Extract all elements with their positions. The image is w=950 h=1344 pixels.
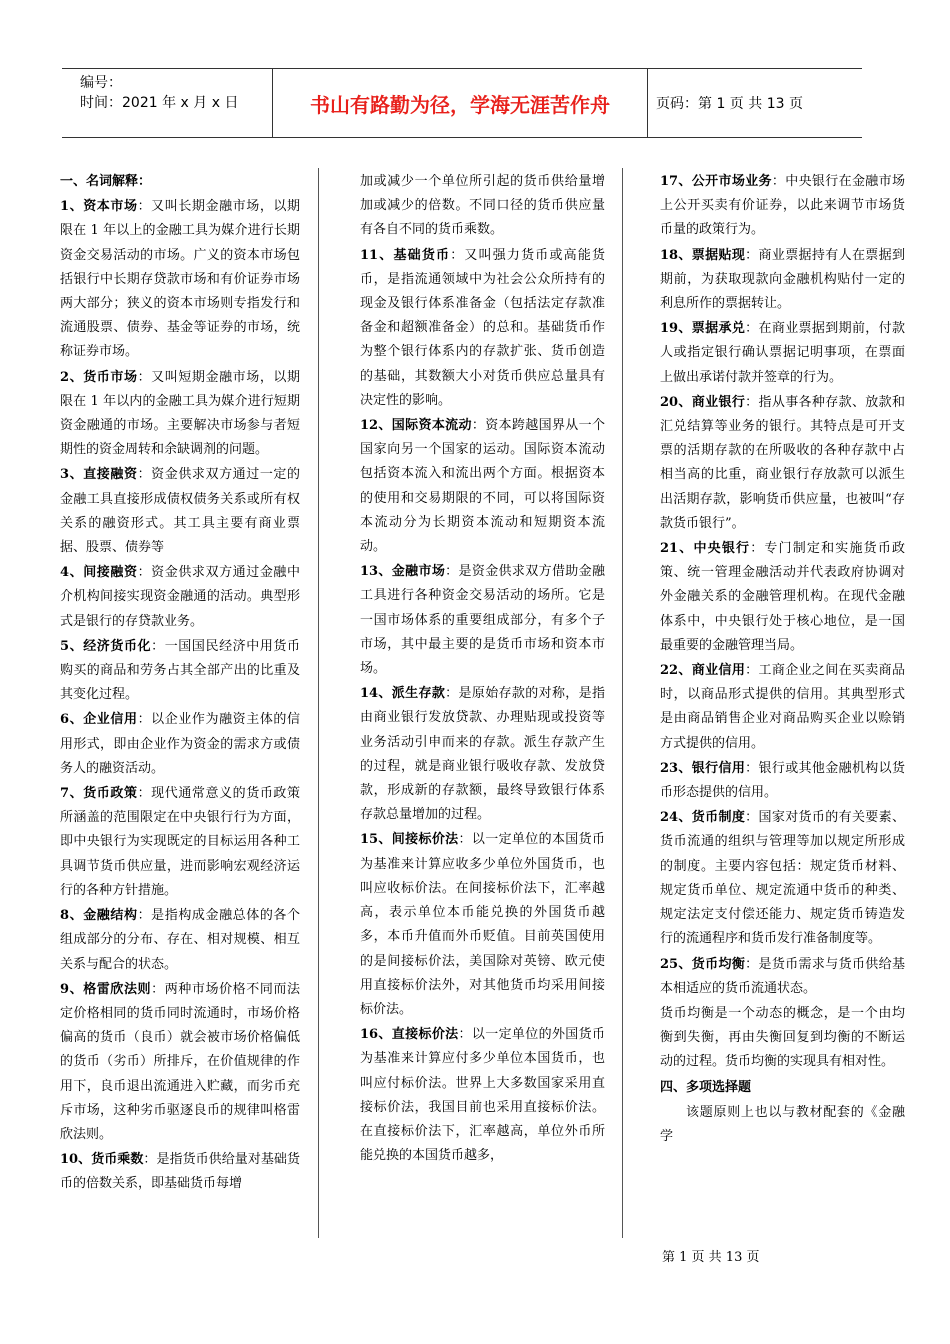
definition-body: ：以一定单位的外国货币为基准来计算应付多少单位本国货币，也叫应付标价法。世界上大多数国家采用直接标价法，我国目前也采用直接标价法。在直接标价法下，汇率越高，单位外币所能兑换的本国货币越多， [360,1027,605,1164]
header-page-number: 页码：第 1 页 共 13 页 [656,96,803,112]
definition-term: 11、基础货币 [360,247,451,263]
definition-body: ：资本跨越国界从一个国家向另一个国家的运动。国际资本流动包括资本流入和流出两个方面。根据资本的使用和交易期限的不同，可以将国际资本流动分为长期资本流动和短期资本流动。 [360,418,605,555]
continuation-text: 加或减少一个单位所引起的货币供给量增加或减少的倍数。不同口径的货币供应量有各自不同的货币乘数。 [360,174,605,238]
definition-list [360,244,605,1169]
definition-body: ：是指货币供给量对基础货币的倍数关系，即基础货币每增 [60,1152,300,1192]
definition-body: ：以企业作为融资主体的信用形式，即由企业作为资金的需求方或债务人的融资活动。 [60,712,300,776]
definition-body: ：是原始存款的对称，是指由商业银行发放贷款、办理贴现或投资等业务活动引申而来的存款。派生存款产生的过程，就是商业银行吸收存款、发放贷款，形成新的存款额，最终导致银行体系存款总量增加的过程。 [360,686,605,823]
header-meta [80,73,272,113]
definition-body: ：是指构成金融总体的各个组成部分的分布、存在、相对规模、相互关系与配合的状态。 [60,908,300,972]
note-text: 货币均衡是一个动态的概念，是一个由均衡到失衡，再由失衡回复到均衡的不断运动的过程。货币均衡的实现具有相对性。 [660,1005,905,1070]
definition-term: 22、商业信用 [660,663,746,679]
definition-term: 18、票据贴现 [660,247,746,263]
definition-term: 6、企业信用 [60,712,138,728]
definition-entry [660,170,905,243]
definition-entry [660,757,905,805]
definition-entry [60,904,300,977]
definition-term: 21、中央银行 [660,541,751,557]
definition-body: ：资金供求双方通过一定的金融工具直接形成债权债务关系或所有权关系的融资形式。其工具主要有商业票据、股票、债券等 [60,467,300,556]
definition-term: 8、金融结构 [60,908,138,924]
definition-entry [60,978,300,1147]
definition-term: 17、公开市场业务 [660,174,772,189]
definition-term: 16、直接标价法 [360,1027,459,1043]
definition-entry [660,391,905,536]
definition-body: ：又叫短期金融市场，以期限在 1 年以内的金融工具为媒介进行短期资金融通的市场。主要解决市场参与者短期性的资金周转和余缺调剂的问题。 [60,369,300,458]
definition-body: ：商业票据持有人在票据到期前，为获取现款向金融机构贴付一定的利息所作的票据转让。 [660,247,905,312]
header-motto: 书山有路勤为径，学海无涯苦作舟 [310,92,610,117]
definition-term: 12、国际资本流动 [360,418,472,434]
definition-term: 15、间接标价法 [360,832,459,848]
definition-term: 7、货币政策 [60,786,138,802]
definition-entry [60,463,300,560]
definition-term: 5、经济货币化 [60,638,152,654]
definition-entry [360,828,605,1022]
definition-entry [60,195,300,364]
definition-entry [660,317,905,390]
definition-entry [360,414,605,559]
definition-entry [60,366,300,463]
definition-entry [660,953,905,1001]
definition-body: ：是货币需求与货币供给基本相适应的货币流通状态。 [660,956,905,996]
section-title: 一、名词解释： [60,174,152,189]
definition-term: 19、票据承兑 [660,321,746,337]
definition-entry [60,635,300,708]
time-label: 时间：2021 年 x 月 x 日 [80,95,239,111]
definition-body: ：资金供求双方通过金融中介机构间接实现资金融通的活动。典型形式是银行的存贷款业务。 [60,565,300,629]
definition-entry [660,659,905,756]
definition-body: ：指从事各种存款、放款和汇兑结算等业务的银行。其特点是可开支票的活期存款的在所吸收的各种存款中占相当高的比重，商业银行存放款可以派生出活期存款，影响货币供应量，也被叫“存款货币银行”。 [660,394,905,531]
definition-entry [360,1023,605,1168]
definition-term: 20、商业银行 [660,394,746,410]
definition-body: ：现代通常意义的货币政策所涵盖的范围限定在中央银行行为方面，即中央银行为实现既定的目标运用各种工具调节货币供应量，进而影响宏观经济运行的各种方针措施。 [60,786,300,898]
definition-entry [660,244,905,317]
definition-entry [360,244,605,413]
definition-entry [60,708,300,781]
page-header [62,68,862,138]
definition-term: 3、直接融资 [60,467,138,483]
definition-entry [660,537,905,658]
definition-entry [360,560,605,681]
definition-body: ：两种市场价格不同而法定价格相同的货币同时流通时，市场价格偏高的货币（良币）就会被市场价格偏低的货币（劣币）所排斥，在价值规律的作用下，良币退出流通进入贮藏，而劣币充斥市场，这种劣币驱逐良币的规律叫格雷欣法则。 [60,981,300,1142]
column-divider [622,168,623,1238]
header-divider [647,69,648,137]
definition-term: 25、货币均衡 [660,956,746,972]
definition-entry [360,682,605,827]
definition-body: ：是资金供求双方借助金融工具进行各种资金交易活动的场所。它是一国市场体系的重要组成部分，有多个子市场，其中最主要的是货币市场和资本市场。 [360,564,605,677]
section-title: 四、多项选择题 [660,1079,752,1095]
definition-body: ：又叫长期金融市场，以期限在 1 年以上的金融工具为媒介进行长期资金交易活动的市场。广义的资本市场包括银行中长期存贷款市场和有价证券市场两大部分；狭义的资本市场则专指发行和流通股票、债券、基金等证券的市场，统称证券市场。 [60,199,300,360]
definition-entry [60,561,300,634]
section-text: 该题原则上也以与教材配套的《金融学 [660,1104,905,1144]
definition-term: 4、间接融资 [60,565,138,581]
definition-body: ：国家对货币的有关要素、货币流通的组织与管理等加以规定所形成的制度。主要内容包括：规定货币材料、规定货币单位、规定流通中货币的种类、规定法定支付偿还能力、规定货币铸造发行的流通程序和货币发行准备制度等。 [660,810,905,947]
definition-entry [60,782,300,903]
definition-entry [60,1148,300,1196]
column-1 [60,170,300,1198]
definition-body: ：中央银行在金融市场上公开买卖有价证券，以此来调节市场货币量的政策行为。 [660,174,905,238]
definition-body: ：专门制定和实施货币政策、统一管理金融活动并代表政府协调对外金融关系的金融管理机构。在现代金融体系中，中央银行处于核心地位，是一国最重要的金融管理当局。 [660,541,905,653]
definition-body: ：在商业票据到期前，付款人或指定银行确认票据记明事项，在票面上做出承诺付款并签章的行为。 [660,321,905,385]
definition-term: 2、货币市场 [60,369,138,385]
definition-term: 1、资本市场 [60,199,138,215]
page-footer: 第 1 页 共 13 页 [662,1250,760,1265]
definition-body: ：一国国民经济中用货币购买的商品和劳务占其全部产出的比重及其变化过程。 [60,638,300,703]
definition-term: 9、格雷欣法则 [60,981,152,997]
definition-body: ：以一定单位的本国货币为基准来计算应收多少单位外国货币，也叫应收标价法。在间接标价法下，汇率越高，表示单位本币能兑换的外国货币越多，本币升值而外币贬值。目前英国使用的是间接标价法，美国除对英镑、欧元使用直接标价法外，对其他货币均采用间接标价法。 [360,832,605,1017]
number-label: 编号： [80,75,122,91]
definition-term: 24、货币制度 [660,810,746,826]
definition-term: 13、金融市场 [360,564,446,580]
definition-term: 10、货币乘数 [60,1152,144,1168]
definition-body: ：工商企业之间在买卖商品时，以商品形式提供的信用。其典型形式是由商品销售企业对商品购买企业以赊销方式提供的信用。 [660,663,905,751]
column-3 [660,170,905,1150]
definition-entry [660,806,905,951]
definition-body: ：又叫强力货币或高能货币，是指流通领域中为社会公众所持有的现金及银行体系准备金（包括法定存款准备金和超额准备金）的总和。基础货币作为整个银行体系内的存款扩张、货币创造的基础，其数额大小对货币供应总量具有决定性的影响。 [360,247,605,408]
definition-term: 23、银行信用 [660,760,746,776]
column-divider [318,168,319,1238]
definition-term: 14、派生存款 [360,686,446,702]
definition-body: ：银行或其他金融机构以货币形态提供的信用。 [660,760,905,801]
column-2 [360,170,605,1169]
definition-list [660,170,905,1001]
definition-list [60,195,300,1196]
